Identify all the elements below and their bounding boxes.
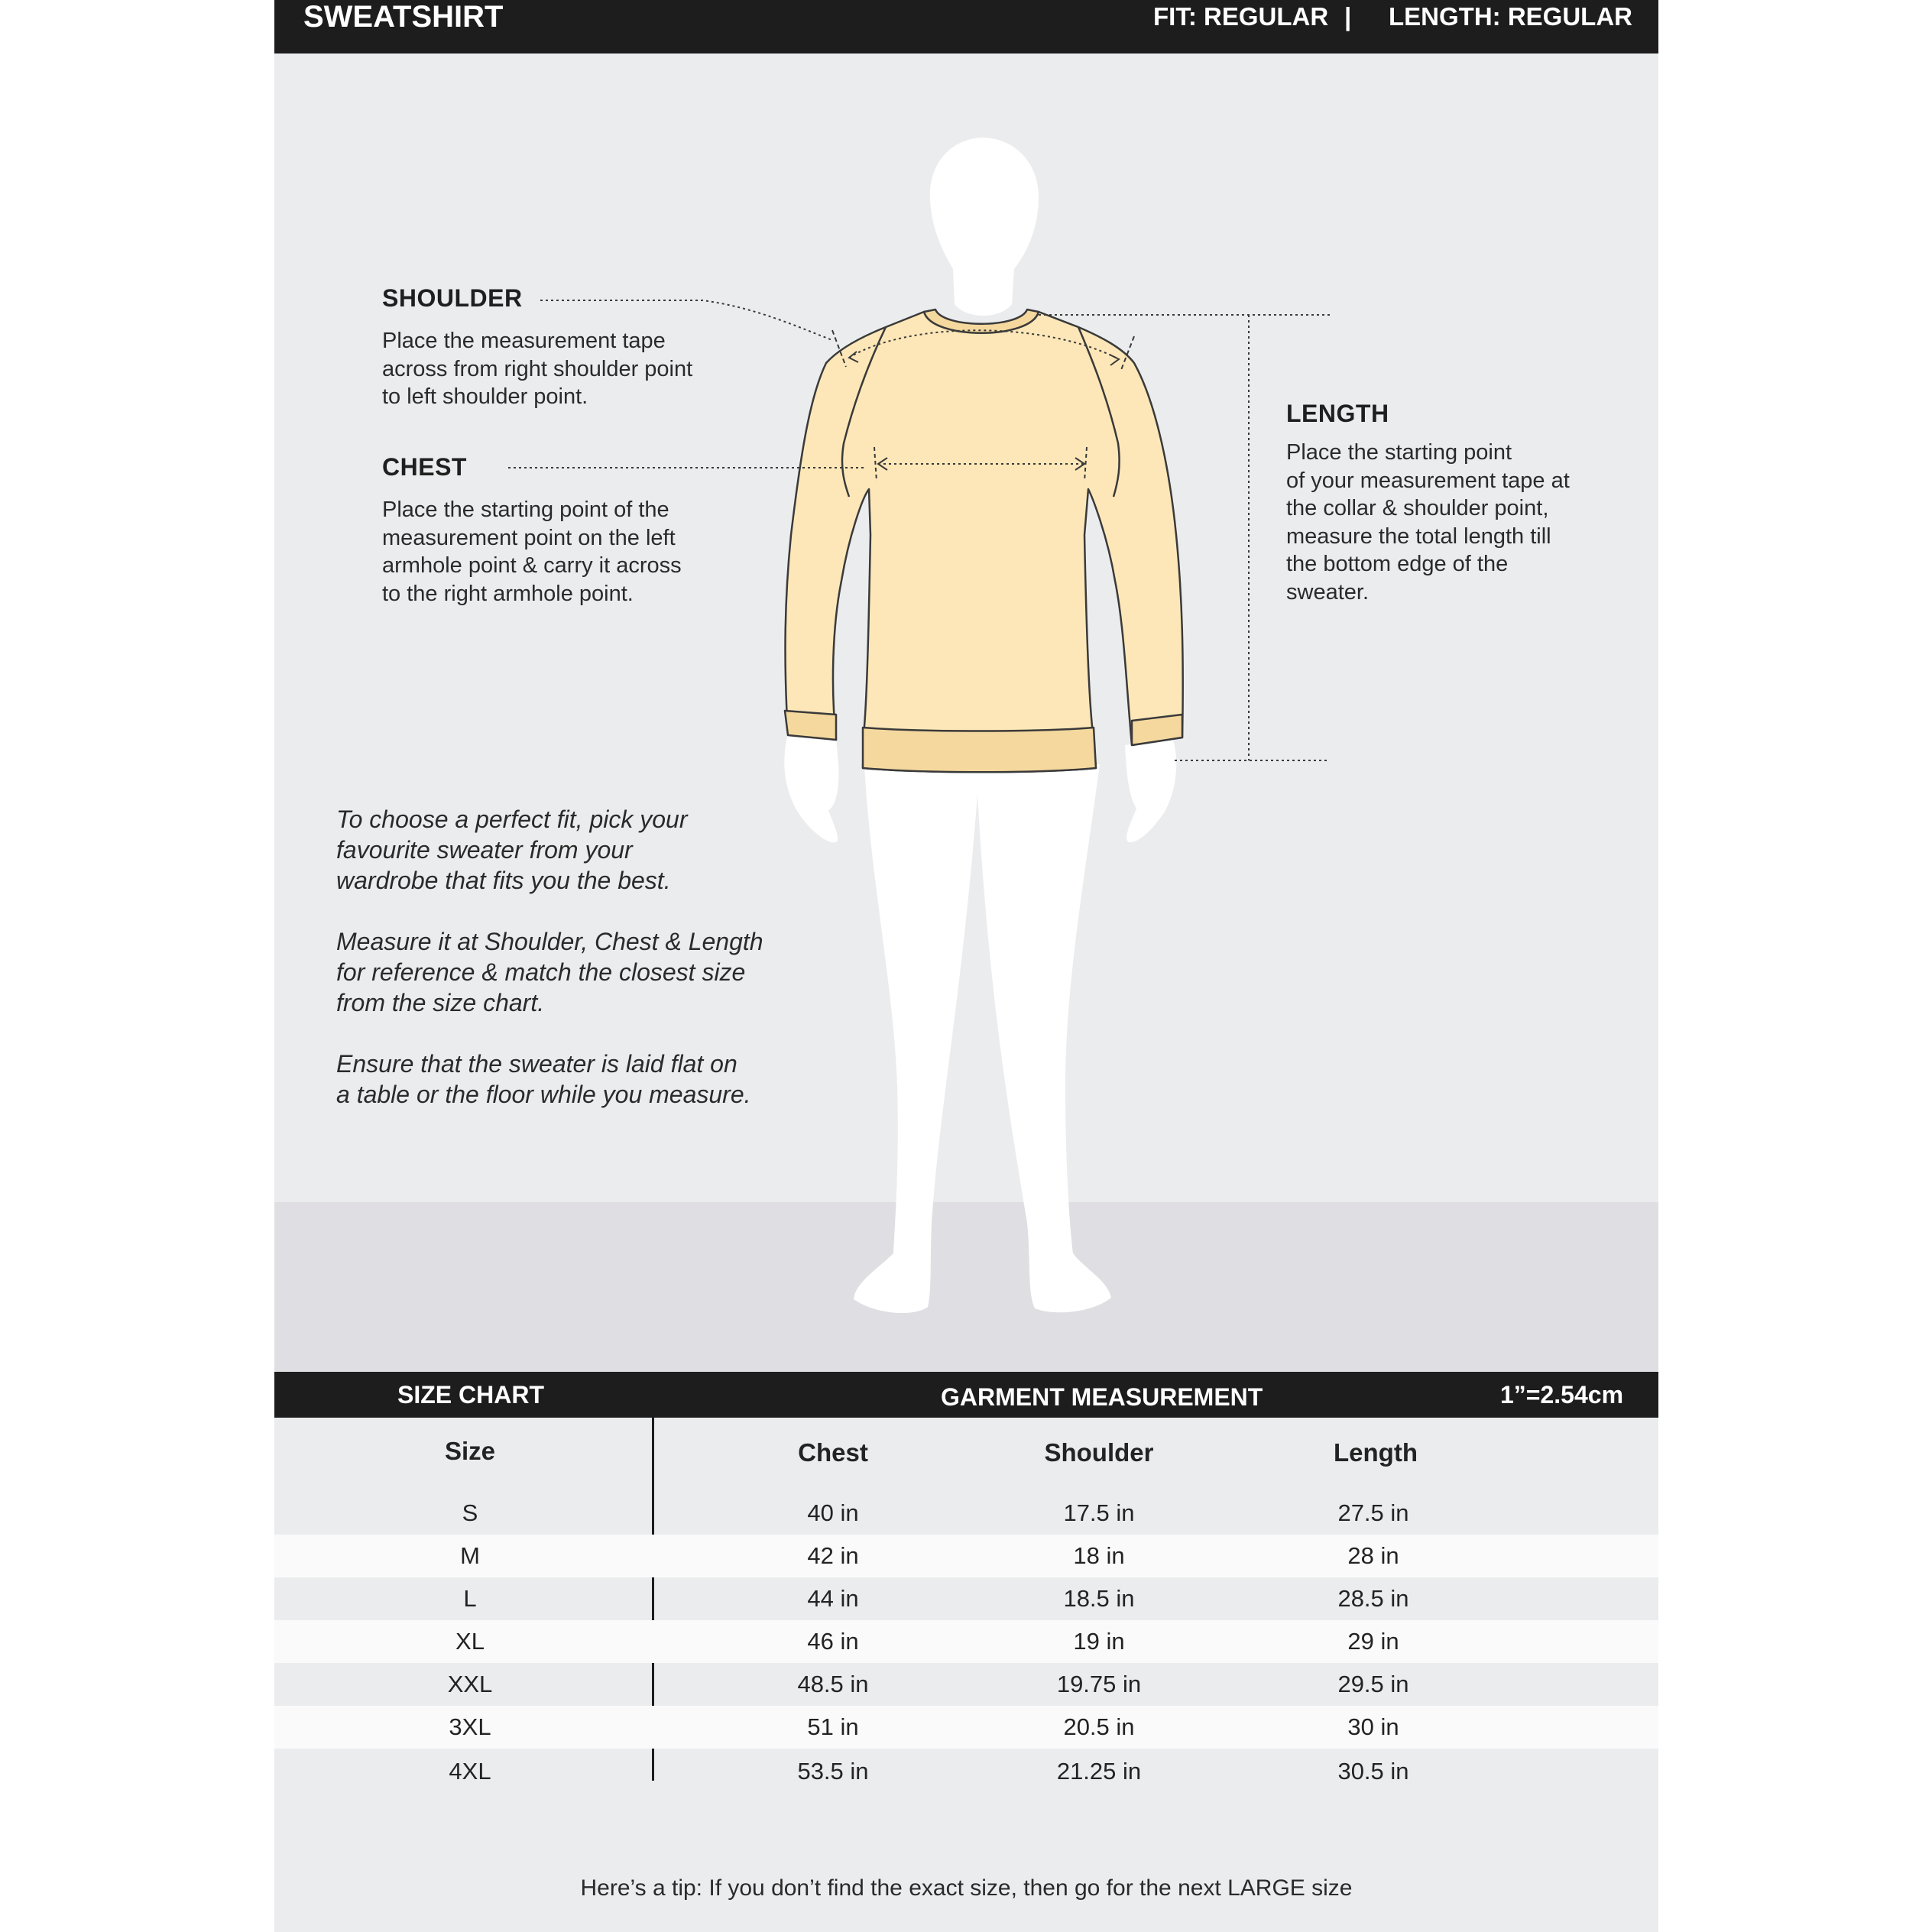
shoulder-cell: 18 in bbox=[1073, 1542, 1125, 1569]
fit-tip-2: Measure it at Shoulder, Chest & Length for reference & match the closest size from the size chart. bbox=[336, 928, 763, 1016]
garment-measurement-title: GARMENT MEASUREMENT bbox=[941, 1383, 1263, 1411]
table-row bbox=[274, 1535, 1658, 1577]
length-cell: 28 in bbox=[1347, 1542, 1399, 1569]
table-row bbox=[274, 1750, 1658, 1793]
chest-cell: 48.5 in bbox=[797, 1671, 869, 1697]
sweater-hem bbox=[863, 728, 1096, 772]
sweater-left-cuff bbox=[785, 711, 836, 740]
shoulder-cell: 21.25 in bbox=[1056, 1758, 1142, 1785]
fit-tips bbox=[336, 804, 795, 1140]
table-row bbox=[274, 1577, 1658, 1620]
table-row bbox=[274, 1706, 1658, 1749]
size-guide-sheet bbox=[274, 0, 1658, 1932]
length-description: Place the starting point of your measurement tape at the collar & shoulder point, measure the total length till the bottom edge of the sweater. bbox=[1286, 440, 1570, 605]
unit-conversion: 1”=2.54cm bbox=[1500, 1381, 1624, 1408]
table-row bbox=[274, 1663, 1658, 1706]
model-legs bbox=[854, 764, 1111, 1313]
shoulder-cell: 18.5 in bbox=[1063, 1585, 1135, 1612]
header-separator: | bbox=[1344, 2, 1352, 31]
chest-cell: 40 in bbox=[807, 1499, 859, 1526]
sweater-right-cuff bbox=[1132, 715, 1182, 745]
length-cell: 29 in bbox=[1347, 1628, 1399, 1655]
product-title: SWEATSHIRT bbox=[303, 0, 504, 34]
size-chart-header-bar bbox=[274, 1372, 1658, 1418]
shoulder-cell: 19.75 in bbox=[1056, 1671, 1142, 1697]
chest-cell: 42 in bbox=[807, 1542, 859, 1569]
shoulder-description: Place the measurement tape across from right shoulder point to left shoulder point. bbox=[382, 329, 693, 409]
column-header-length: Length bbox=[1334, 1438, 1418, 1467]
size-chart-title: SIZE CHART bbox=[397, 1381, 544, 1408]
chest-cell: 51 in bbox=[807, 1713, 859, 1740]
size-cell: XXL bbox=[447, 1671, 493, 1697]
length-cell: 30 in bbox=[1347, 1713, 1399, 1740]
length-cell: 28.5 in bbox=[1337, 1585, 1409, 1612]
shoulder-cell: 19 in bbox=[1073, 1628, 1125, 1655]
fit-tip-3: Ensure that the sweater is laid flat on a table or the floor while you measure. bbox=[336, 1050, 751, 1108]
chest-heading: CHEST bbox=[382, 453, 467, 481]
size-cell: L bbox=[463, 1585, 477, 1612]
chest-cell: 53.5 in bbox=[797, 1758, 869, 1785]
shoulder-cell: 20.5 in bbox=[1063, 1713, 1135, 1740]
model-illustration bbox=[274, 0, 1658, 1376]
shoulder-cell: 17.5 in bbox=[1063, 1499, 1135, 1526]
column-header-size: Size bbox=[444, 1437, 496, 1465]
model-head bbox=[930, 138, 1039, 316]
chest-cell: 44 in bbox=[807, 1585, 859, 1612]
footer-tip: Here’s a tip: If you don’t find the exact size, then go for the next LARGE size bbox=[580, 1875, 1353, 1901]
length-cell: 30.5 in bbox=[1337, 1758, 1409, 1785]
shoulder-heading: SHOULDER bbox=[382, 284, 523, 312]
chest-cell: 46 in bbox=[807, 1628, 859, 1655]
chest-description: Place the starting point of the measurement point on the left armhole point & carry it across to the right armhole point. bbox=[382, 498, 682, 606]
size-cell: XL bbox=[455, 1628, 485, 1655]
column-header-chest: Chest bbox=[798, 1438, 868, 1467]
model-right-hand bbox=[1125, 737, 1176, 842]
column-header-shoulder: Shoulder bbox=[1044, 1438, 1154, 1467]
length-heading: LENGTH bbox=[1286, 400, 1389, 427]
size-cell: M bbox=[460, 1542, 480, 1569]
length-label: LENGTH: REGULAR bbox=[1389, 2, 1632, 31]
table-row bbox=[274, 1492, 1658, 1535]
fit-label: FIT: REGULAR bbox=[1153, 2, 1329, 31]
sweater-graphic bbox=[785, 310, 1183, 772]
length-cell: 27.5 in bbox=[1337, 1499, 1409, 1526]
fit-tip-1: To choose a perfect fit, pick your favourite sweater from your wardrobe that fits you the best. bbox=[336, 806, 688, 894]
size-cell: 3XL bbox=[449, 1713, 491, 1740]
table-row bbox=[274, 1620, 1658, 1663]
size-cell: S bbox=[462, 1499, 478, 1526]
length-cell: 29.5 in bbox=[1337, 1671, 1409, 1697]
sweater-body bbox=[786, 312, 1183, 772]
size-cell: 4XL bbox=[449, 1758, 491, 1785]
